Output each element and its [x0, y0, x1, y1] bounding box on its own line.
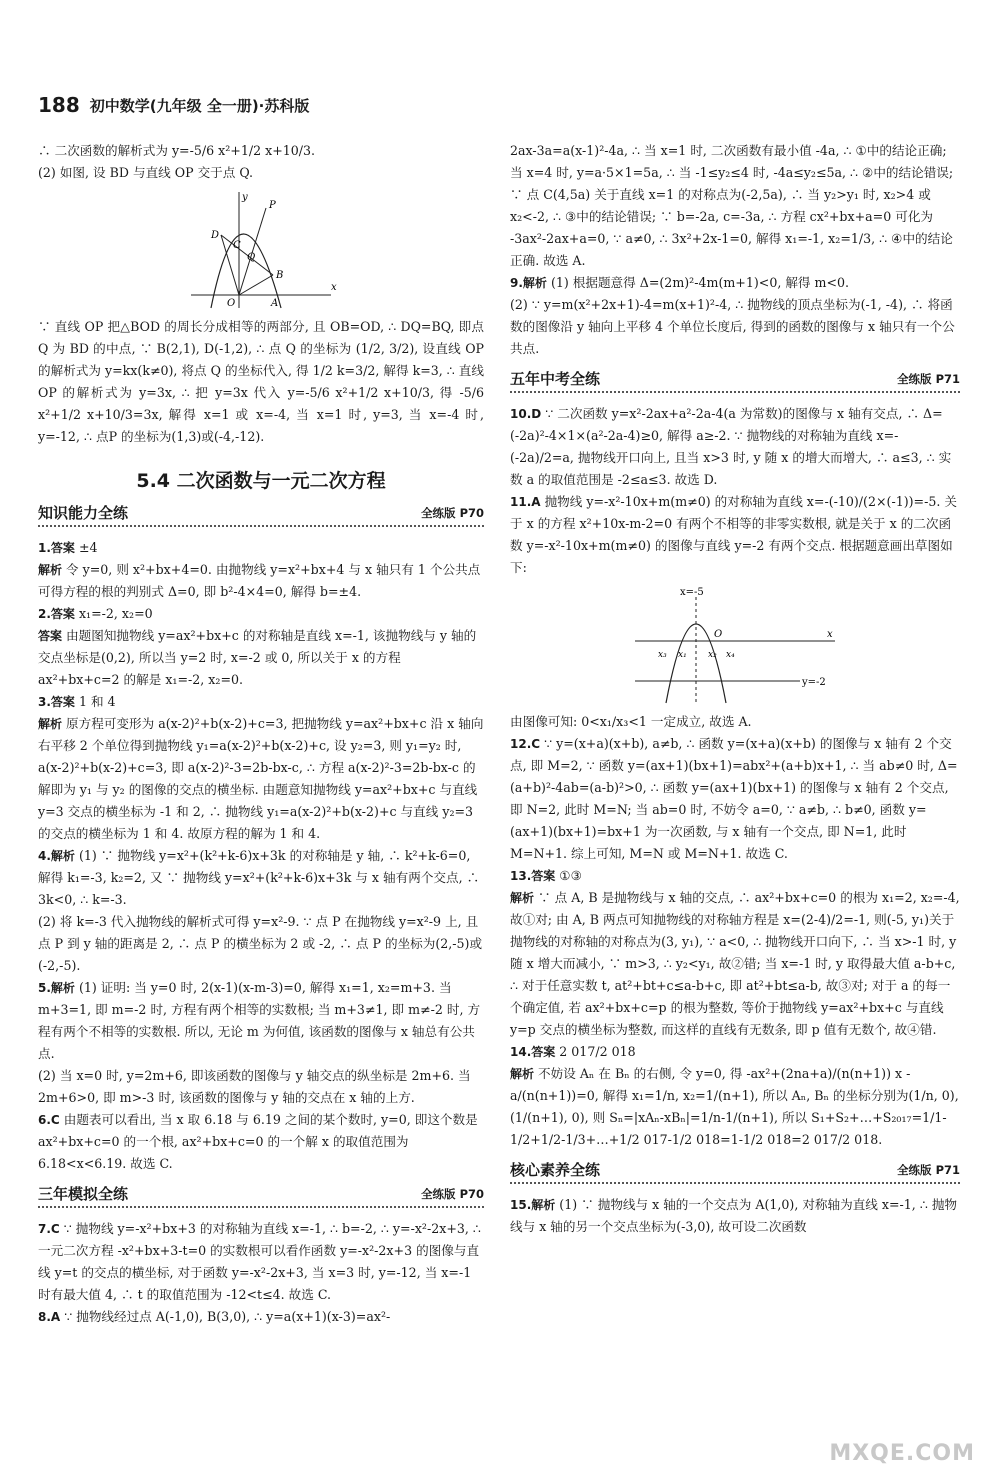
watermark: MXQE.COM — [829, 1441, 975, 1466]
fig1-label-o: O — [227, 298, 236, 309]
fig2-label-x-5: x=-5 — [680, 587, 704, 598]
solution-paragraph: ∵ 直线 OP 把△BOD 的周长分成相等的两部分, 且 OB=OD, ∴ DQ=BQ, 即点 Q 为 BD 的中点, ∵ B(2,1), D(-1,2), ∴ 点 Q 的坐标为 (1/2, 3/2), 设直线 OP 的解析式为 y=kx(k≠0), 将点 Q 的坐标代入, 得 1/2 k=3/2, 解得 k=3, ∴ 直线 OP 的解析式为 y=3x, ∴ 把 y=3x 代入 y=-5/6 x²+1/2 x+10/3, 得 -5/6 x²+1/2 x+10/3=3x, 解得 x=1 或 x=-4, 当 x=1 时, y=3, 当 x=-4 时, y=-12, ∴ 点P 的坐标为(1,3)或(-4,-12). — [38, 319, 484, 444]
section-bar-title: 三年模拟全练 — [38, 1185, 129, 1203]
list-item — [38, 691, 484, 713]
section-heading: 5.4 二次函数与一元二次方程 — [136, 470, 386, 492]
list-item — [510, 1041, 960, 1063]
right-column — [510, 140, 960, 1238]
section-bar-ref: 全练版 P70 — [421, 1187, 484, 1201]
fig2-label-x: x — [827, 629, 833, 640]
item-text: 1 和 4 — [78, 694, 116, 709]
list-item — [510, 887, 960, 1041]
fig1-label-b: B — [276, 270, 284, 281]
item-number: 15.解析 — [510, 1198, 556, 1212]
list-item — [38, 845, 484, 911]
list-item — [510, 1194, 960, 1238]
book-title: 初中数学(九年级 全一册)·苏科版 — [89, 96, 310, 115]
item-text: ±4 — [78, 540, 98, 555]
fig1-label-x: x — [331, 282, 337, 293]
intro-line-2: (2) 如图, 设 BD 与直线 OP 交于点 Q. — [38, 165, 254, 180]
list-item — [510, 711, 960, 733]
item-text: x₁=-2, x₂=0 — [78, 606, 153, 621]
left-column — [38, 140, 484, 1328]
item-text: ①③ — [559, 868, 582, 883]
list-item — [38, 1065, 484, 1109]
section-bar-three-year — [38, 1183, 484, 1208]
item-number: 10.D — [510, 407, 542, 421]
item-number: 解析 — [38, 717, 63, 731]
item-number: 解析 — [510, 891, 535, 905]
parabola-figure — [181, 190, 341, 310]
item-text: 令 y=0, 则 x²+bx+4=0. 由抛物线 y=x²+bx+4 与 x 轴只有 1 个公共点可得方程的根的判别式 Δ=0, 即 b²-4×4=0, 解得 b=±4. — [38, 562, 481, 599]
fig1-label-y: y — [242, 192, 248, 203]
list-item — [510, 140, 960, 272]
item-text: ∵ 抛物线 y=-x²+bx+3 的对称轴为直线 x=-1, ∴ b=-2, ∴ y=-x²-2x+3, ∴ 一元二次方程 -x²+bx+3-t=0 的实数根可以看作函数 y=-x²-2x+3 的图像与直线 y=t 的交点的横坐标, 对于函数 y=-x²-2x+3, 当 x=3 时, y=-12, 当 x=-1 时有最大值 4, ∴ t 的取值范围为 -12<t≤4. 故选 C. — [38, 1221, 481, 1302]
list-item — [510, 1063, 960, 1151]
item-number: 12.C — [510, 737, 541, 751]
fig1-label-c: C — [233, 240, 241, 251]
list-item — [38, 713, 484, 845]
fig1-label-d: D — [211, 230, 220, 241]
fig1-label-a: A — [271, 298, 279, 309]
item-text: 2ax-3a=a(x-1)²-4a, ∴ 当 x=1 时, 二次函数有最小值 -4a, ∴ ①中的结论正确; 当 x=4 时, y=a·5×1=5a, ∴ 当 -1≤y₂≤4 时, -4a≤y₂≤5a, ∴ ②中的结论错误; ∵ 点 C(4,5a) 关于直线 x=1 的对称点为(-2,5a), ∴ 当 y₂>y₁ 时, x₂>4 或 x₂<-2, ∴ ③中的结论错误; ∵ b=-2a, c=-3a, ∴ 方程 cx²+bx+a=0 可化为 -3ax²-2ax+a=0, ∵ a≠0, ∴ 3x²+2x-1=0, 解得 x₁=-1, x₂=1/3, ∴ ④中的结论正确. 故选 A. — [510, 143, 954, 268]
item-number: 9.解析 — [510, 276, 547, 290]
list-item — [38, 977, 484, 1065]
section-bar-title: 核心素养全练 — [510, 1161, 601, 1179]
item-text: ∵ y=(x+a)(x+b), a≠b, ∴ 函数 y=(x+a)(x+b) 的图像与 x 轴有 2 个交点, 即 M=2, ∵ 函数 y=(ax+1)(bx+1)=abx²+(a+b)x+1, ∴ 当 ab≠0 时, Δ=(a+b)²-4ab=(a-b)²>0, ∴ 函数 y=(ax+1)(bx+1) 的图像与 x 轴有 2 个交点, 即 N=2, 此时 M=N; 当 ab=0 时, 不妨令 a=0, ∵ a≠b, ∴ b≠0, 函数 y=(ax+1)(bx+1)=bx+1 为一次函数, 与 x 轴有一个交点, 即 N=1, 此时 M=N+1. 综上可知, M=N 或 M=N+1. 故选 C. — [510, 736, 958, 861]
item-text: (2) 将 k=-3 代入抛物线的解析式可得 y=x²-9. ∵ 点 P 在抛物线 y=x²-9 上, 且点 P 到 y 轴的距离是 2, ∴ 点 P 的横坐标为 2 或 -2, ∴ 点 P 的坐标为(2,-5)或(-2,-5). — [38, 914, 483, 973]
item-number: 2.答案 — [38, 607, 75, 621]
item-text: 由题图知抛物线 y=ax²+bx+c 的对称轴是直线 x=-1, 该抛物线与 y 轴的交点坐标是(0,2), 所以当 y=2 时, x=-2 或 0, 所以关于 x 的方程 ax²+bx+c=2 的解是 x₁=-2, x₂=0. — [38, 628, 477, 687]
list-item — [38, 1109, 484, 1175]
list-item — [38, 603, 484, 625]
list-item — [38, 537, 484, 559]
fig2-label-x3: x₃ — [658, 650, 667, 660]
item-number: 5.解析 — [38, 981, 75, 995]
item-number: 4.解析 — [38, 849, 75, 863]
list-item — [510, 733, 960, 865]
item-text: 2 017/2 018 — [559, 1044, 636, 1059]
item-number: 14.答案 — [510, 1045, 556, 1059]
item-number: 解析 — [38, 563, 63, 577]
fig1-label-q: Q — [247, 252, 256, 263]
list-item — [38, 625, 484, 691]
item-text: (2) ∵ y=m(x²+2x+1)-4=m(x+1)²-4, ∴ 抛物线的顶点坐标为(-1, -4), ∴ 将函数的图像沿 y 轴向上平移 4 个单位长度后, 得到的函数的图像与 x 轴只有一个公共点. — [510, 297, 955, 356]
item-text: (1) ∵ 抛物线 y=x²+(k²+k-6)x+3k 的对称轴是 y 轴, ∴ k²+k-6=0, 解得 k₁=-3, k₂=2, 又 ∵ 抛物线 y=x²+(k²+k-6)x+3k 与 x 轴有两个交点, ∴ 3k<0, ∴ k=-3. — [38, 848, 480, 907]
item-text: ∵ 抛物线经过点 A(-1,0), B(3,0), ∴ y=a(x+1)(x-3)=ax²- — [64, 1309, 391, 1324]
list-item — [510, 272, 960, 294]
fig2-label-o: O — [714, 629, 723, 640]
page-number: 188 — [38, 93, 80, 117]
fig2-label-x2: x₂ — [708, 650, 717, 660]
item-number: 8.A — [38, 1310, 61, 1324]
item-text: 抛物线 y=-x²-10x+m(m≠0) 的对称轴为直线 x=-(-10)/(2×(-1))=-5. 关于 x 的方程 x²+10x-m-2=0 有两个不相等的非零实数根, 就是关于 x 的二次函数 y=-x²-10x+m(m≠0) 的图像与直线 y=-2 有两个交点. 根据题意画出草图如下: — [510, 494, 957, 575]
item-text: ∵ 二次函数 y=x²-2ax+a²-2a-4(a 为常数)的图像与 x 轴有交点, ∴ Δ=(-2a)²-4×1×(a²-2a-4)≥0, 解得 a≥-2. ∵ 抛物线的对称轴为直线 x=-(-2a)/2=a, 抛物线开口向上, 且当 x>3 时, y 随 x 的增大而增大, ∴ a≤3, ∴ 实数 a 的取值范围是 -2≤a≤3. 故选 D. — [510, 406, 952, 487]
list-item — [38, 1218, 484, 1306]
item-number: 解析 — [510, 1067, 535, 1081]
item-text: (1) ∵ 抛物线与 x 轴的一个交点为 A(1,0), 对称轴为直线 x=-1, ∴ 抛物线与 x 轴的另一个交点坐标为(-3,0), 故可设二次函数 — [510, 1197, 958, 1234]
section-bar-title: 五年中考全练 — [510, 370, 601, 388]
list-item — [510, 403, 960, 491]
item-number: 13.答案 — [510, 869, 556, 883]
list-item — [38, 911, 484, 977]
section-bar-title: 知识能力全练 — [38, 504, 129, 522]
section-bar-five-year — [510, 368, 960, 393]
item-number: 7.C — [38, 1222, 60, 1236]
item-number: 答案 — [38, 629, 63, 643]
list-item — [38, 1306, 484, 1328]
item-text: (1) 证明: 当 y=0 时, 2(x-1)(x-m-3)=0, 解得 x₁=1, x₂=m+3. 当 m+3=1, 即 m=-2 时, 方程有两个相等的实数根; 当 m+3≠1, 即 m≠-2 时, 方程有两个不相等的实数根. 所以, 无论 m 为何值, 该函数的图像与 x 轴总有公共点. — [38, 980, 481, 1061]
item-text: ∵ 点 A, B 是抛物线与 x 轴的交点, ∴ ax²+bx+c=0 的根为 x₁=2, x₂=-4, 故①对; 由 A, B 两点可知抛物线的对称轴方程是 x=(2-4)/2=-1, 则(-5, y₁)关于抛物线的对称轴的对称点为(3, y₁), ∵ a<0, ∴ 抛物线开口向下, ∴ 当 x>-1 时, y 随 x 增大而减小, ∵ m>3, ∴ y₂<y₁, 故②错; 当 x=-1 时, y 取得最大值 a-b+c, ∴ 对于任意实数 t, at²+bt+c≤a-b+c, 即 at²+bt≤a-b, 故③对; 对于 a 的每一个确定值, 若 ax²+bx+c=p 的根为整数, 等价于抛物线 y=ax²+bx+c 与直线 y=p 交点的横坐标为整数, 而这样的直线有无数条, 即 p 值有无数个, 故④错. — [510, 890, 960, 1037]
list-item — [38, 559, 484, 603]
section-bar-ref: 全练版 P70 — [421, 506, 484, 520]
fig2-label-x4: x₄ — [726, 650, 735, 660]
parabola-sketch-figure — [630, 585, 840, 705]
item-text: (2) 当 x=0 时, y=2m+6, 即该函数的图像与 y 轴交点的纵坐标是 2m+6. 当 2m+6>0, 即 m>-3 时, 该函数的图像与 y 轴的交点在 x 轴的上方. — [38, 1068, 471, 1105]
section-bar-knowledge — [38, 502, 484, 527]
item-text: 由题表可以看出, 当 x 取 6.18 与 6.19 之间的某个数时, y=0, 即这个数是 ax²+bx+c=0 的一个根, ax²+bx+c=0 的一个解 x 的取值范围为 6.18<x<6.19. 故选 C. — [38, 1112, 478, 1171]
fig2-label-x1: x₁ — [678, 650, 687, 660]
list-item — [510, 294, 960, 360]
intro-line-1: ∴ 二次函数的解析式为 y=-5/6 x²+1/2 x+10/3. — [38, 143, 316, 158]
section-bar-core — [510, 1159, 960, 1184]
section-bar-ref: 全练版 P71 — [897, 1163, 960, 1177]
item-text: 由图像可知: 0<x₁/x₃<1 一定成立, 故选 A. — [510, 714, 752, 729]
list-item — [510, 491, 960, 579]
item-text: 原方程可变形为 a(x-2)²+b(x-2)+c=3, 把抛物线 y=ax²+bx+c 沿 x 轴向右平移 2 个单位得到抛物线 y₁=a(x-2)²+b(x-2)+c, 设 y₂=3, 则 y₁=y₂ 时, a(x-2)²+b(x-2)+c=3, 即 a(x-2)²-3=2b-bx-c, ∴ 方程 a(x-2)²-3=2b-bx-c 的解即为 y₁ 与 y₂ 的图像的交点的横坐标. 由题意知抛物线 y=ax²+bx+c 与直线 y=3 交点的横坐标为 -1 和 2, ∴ 抛物线 y₁=a(x-2)²+b(x-2)+c 与直线 y₂=3 的交点的横坐标为 1 和 4. 故原方程的解为 1 和 4. — [38, 716, 484, 841]
fig2-label-y-2: y=-2 — [802, 677, 826, 688]
item-number: 11.A — [510, 495, 541, 509]
item-number: 3.答案 — [38, 695, 75, 709]
list-item — [510, 865, 960, 887]
item-number: 1.答案 — [38, 541, 75, 555]
item-text: 不妨设 Aₙ 在 Bₙ 的右侧, 令 y=0, 得 -ax²+(2na+a)/(n(n+1)) x - a/(n(n+1))=0, 解得 x₁=1/n, x₂=1/(n+1), 所以 Aₙ, Bₙ 的坐标分别为(1/n, 0), (1/(n+1), 0), 则 Sₙ=|xAₙ-xBₙ|=1/n-1/(n+1), 所以 S₁+S₂+…+S₂₀₁₇=1/1-1/2+1/2-1/3+…+1/2 017-1/2 018=1-1/2 018=2 017/2 018. — [510, 1066, 959, 1147]
fig1-label-p: P — [269, 200, 276, 211]
page-header — [38, 92, 309, 118]
section-bar-ref: 全练版 P71 — [897, 372, 960, 386]
item-text: (1) 根据题意得 Δ=(2m)²-4m(m+1)<0, 解得 m<0. — [550, 275, 850, 290]
item-number: 6.C — [38, 1113, 60, 1127]
